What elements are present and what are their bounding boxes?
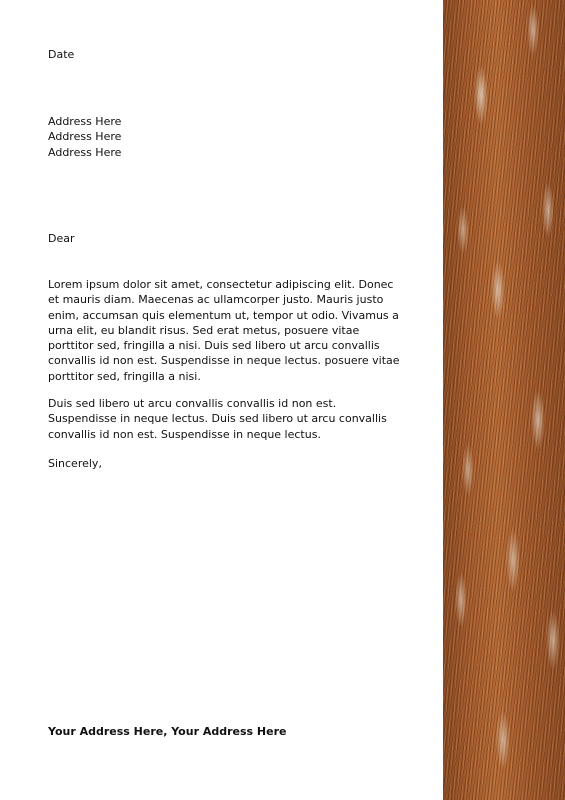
body-paragraph-1: Lorem ipsum dolor sit amet, consectetur adipiscing elit. Donec et mauris diam. Maecenas ac ullamcorper justo. Mauris justo enim, accumsan quis elementum ut, tempor ut odio. Vivamus a urna elit, eu blandit risus. Sed erat metus, posuere vitae porttitor sed, fringilla a nisi. Duis sed libero ut arcu convallis convallis id non est. Suspendisse in neque lectus. posuere vitae porttitor sed, fringilla a nisi.: [48, 278, 404, 383]
recipient-address: [48, 114, 121, 160]
address-line-2: Address Here: [48, 130, 122, 144]
fur-texture-panel: [443, 0, 565, 800]
closing: Sincerely,: [48, 457, 102, 470]
footer-address: Your Address Here, Your Address Here: [48, 725, 287, 738]
address-line-1: Address Here: [48, 115, 122, 128]
salutation: Dear: [48, 232, 75, 245]
address-line-3: Address Here: [48, 145, 122, 159]
body-paragraph-2: Duis sed libero ut arcu convallis convallis id non est. Suspendisse in neque lectus. Duis sed libero ut arcu convallis convallis id non est. Suspendisse in neque lectus.: [48, 397, 391, 441]
date-line: Date: [48, 48, 75, 61]
